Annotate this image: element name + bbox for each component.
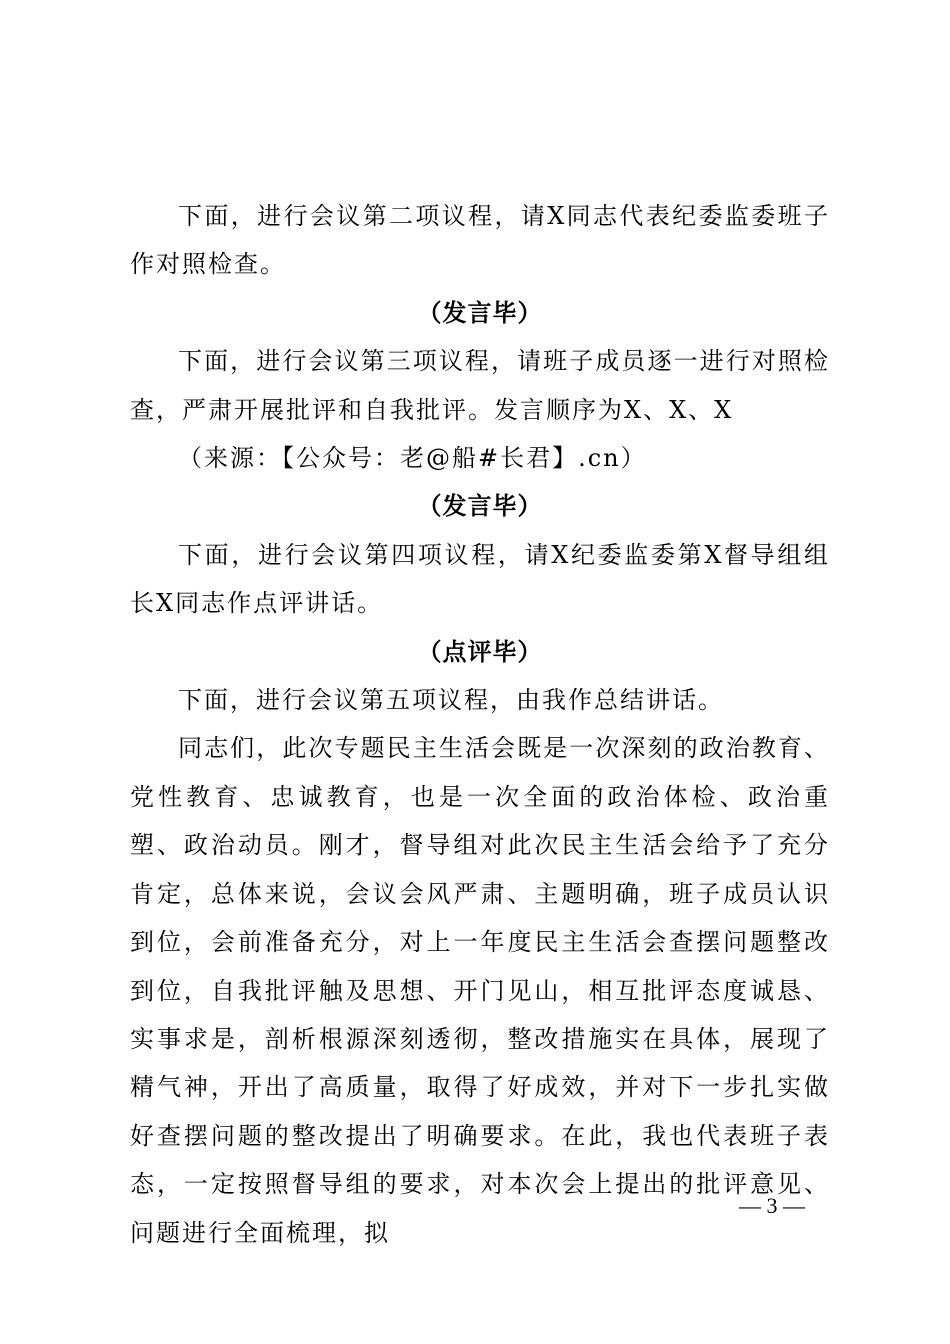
source-note: （来源：【公众号：老@船#长君】.cn） bbox=[178, 444, 647, 473]
paragraph-agenda-item-3: 下面，进行会议第三项议程，请班子成员逐一进行对照检查，严肃开展批评和自我批评。发言顺序为X、X、X bbox=[130, 347, 830, 424]
paragraph-summary-speech: 同志们，此次专题民主生活会既是一次深刻的政治教育、党性教育、忠诚教育，也是一次全面的政治体检、政治重塑、政治动员。刚才，督导组对此次民主生活会给予了充分肯定，总体来说，会议会风严肃、主题明确，班子成员认识到位，会前准备充分，对上一年度民主生活会查摆问题整改到位，自我批评触及思想、开门见山，相互批评态度诚恳、实事求是，剖析根源深刻透彻，整改措施实在具体，展现了精气神，开出了高质量，取得了好成效，并对下一步扎实做好查摆问题的整改提出了明确要求。在此，我也代表班子表态，一定按照督导组的要求，对本次会上提出的批评意见、问题进行全面梳理，拟 bbox=[130, 734, 830, 1247]
page-number: — 3 — bbox=[739, 1193, 805, 1218]
comment-end-note: （点评毕） bbox=[417, 636, 543, 666]
speech-end-note: （发言毕） bbox=[417, 297, 543, 327]
paragraph-agenda-item-5: 下面，进行会议第五项议程，由我作总结讲话。 bbox=[178, 686, 724, 715]
speech-end-note: （发言毕） bbox=[417, 491, 543, 521]
document-body bbox=[130, 192, 830, 1257]
paragraph-agenda-item-2: 下面，进行会议第二项议程，请X同志代表纪委监委班子作对照检查。 bbox=[130, 202, 830, 279]
paragraph-agenda-item-4: 下面，进行会议第四项议程，请X纪委监委第X督导组组长X同志作点评讲话。 bbox=[130, 540, 830, 618]
